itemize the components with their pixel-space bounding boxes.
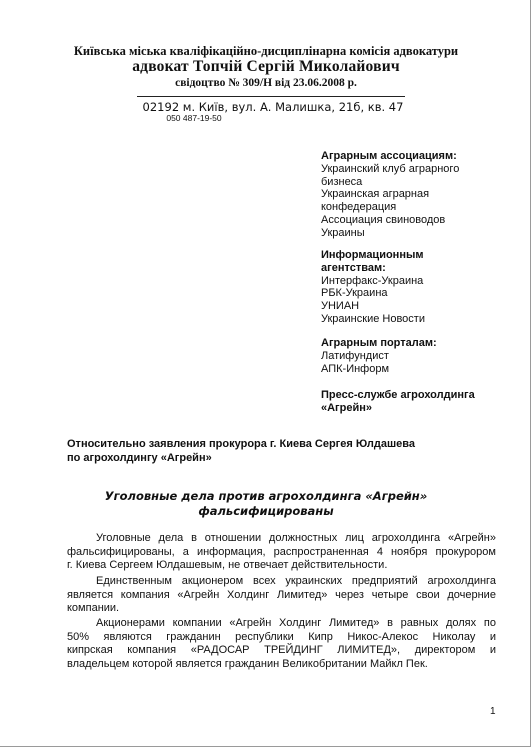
recipient-item: бизнеса [321, 175, 363, 188]
page-number: 1 [490, 706, 496, 717]
recipient-item: Интерфакс-Украина [321, 274, 424, 287]
recipient-block-agrarian-associations [321, 150, 511, 240]
document-title [0, 489, 532, 519]
recipient-heading: Информационным [321, 249, 424, 261]
subject-text: по агрохолдингу «Агрейн» [67, 452, 212, 464]
recipient-item: Украинские Новости [321, 312, 425, 325]
recipient-item: Латифундист [321, 349, 389, 362]
recipient-heading: Пресс-службе агрохолдинга [321, 389, 475, 401]
recipient-item: Ассоциация свиноводов [321, 213, 446, 226]
recipient-heading: «Агрейн» [321, 401, 373, 414]
recipient-heading: агентствам: [321, 261, 386, 274]
lawyer-name: адвокат Топчій Сергій Миколайович [132, 58, 400, 75]
paragraph-line: Уголовные дела в отношении должностных лиц агрохолдинга «Агрейн» [96, 532, 496, 544]
recipient-block-agrarian-portals [321, 337, 511, 375]
subject-text: Относительно заявления прокурора г. Киева Сергея Юлдашева [67, 438, 416, 450]
recipient-heading: Аграрным ассоциациям: [321, 150, 457, 162]
subject-line [67, 437, 487, 465]
paragraph-line: 50% являются гражданин республики Кипр Никос-Алекос Николау и [67, 630, 496, 643]
recipient-block-news-agencies [321, 249, 511, 326]
title-text: фальсифицированы [198, 504, 334, 518]
paragraph-line: владельцем которой является гражданин Великобритании Майкл Пек. [67, 657, 428, 670]
paragraph-line: является компания «Агрейн Холдинг Лимитед» через четыре свои дочерние [67, 588, 496, 601]
header-divider [137, 96, 405, 97]
paragraph-line: кипрская компания «РАДОСАР ТРЕЙДИНГ ЛИМИТЕД», директором и [67, 644, 496, 657]
recipient-item: УНИАН [321, 300, 360, 313]
commission-name: Київська міська кваліфікаційно-дисциплінарна комісія адвокатури [73, 44, 459, 58]
paragraph-line: г. Киева Сергеем Юлдашевым, не отвечает действительности. [67, 559, 388, 572]
recipient-item: АПК-Информ [321, 362, 390, 375]
paragraph-2 [67, 575, 496, 616]
recipient-block-press-service [321, 389, 511, 415]
recipient-item: РБК-Украина [321, 287, 388, 300]
paragraph-1 [67, 532, 496, 573]
recipient-item: Украины [321, 226, 365, 239]
certificate-line: свідоцтво № 309/Н від 23.06.2008 р. [175, 77, 357, 89]
paragraph-3 [67, 617, 496, 671]
recipient-heading: Аграрным порталам: [321, 337, 437, 349]
paragraph-line: Единственным акционером всех украинских предприятий агрохолдинга [96, 575, 496, 587]
recipient-item: Украинская аграрная [321, 188, 430, 201]
paragraph-line: компании. [67, 602, 120, 615]
paragraph-line: фальсифицированы, а информация, распространенная 4 ноября прокурором [67, 545, 496, 558]
address: 02192 м. Київ, вул. А. Малишка, 21б, кв. 47 [142, 100, 404, 114]
recipient-item: конфедерация [321, 201, 397, 214]
phone: 050 487-19-50 [166, 113, 222, 123]
paragraph-line: Акционерами компании «Агрейн Холдинг Лимитед» в равных долях по [96, 617, 496, 629]
recipient-item: Украинский клуб аграрного [321, 162, 460, 175]
title-text: Уголовные дела против агрохолдинга «Агрейн» [104, 489, 428, 503]
